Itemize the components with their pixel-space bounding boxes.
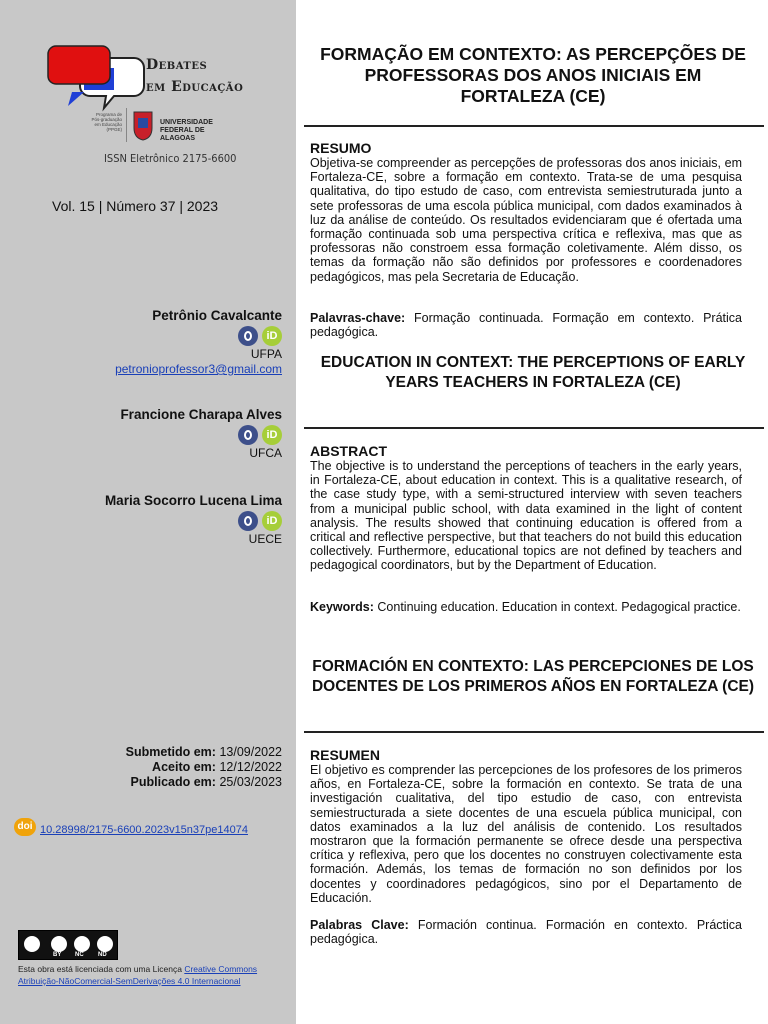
license-link[interactable]: Creative Commons Atribuição-NãoComercial-SemDerivações 4.0 Internacional	[18, 964, 258, 986]
lattes-icon[interactable]	[238, 511, 258, 531]
keywords-en: Keywords: Continuing education. Education in context. Pedagogical practice.	[310, 600, 741, 614]
nc-icon	[72, 934, 92, 954]
submitted-label: Submetido em:	[125, 745, 216, 759]
divider	[304, 731, 764, 733]
speech-bubbles-icon	[44, 44, 154, 114]
ufal-crest-icon	[126, 108, 156, 142]
heading-resumo: RESUMO	[310, 140, 372, 156]
orcid-icon[interactable]: iD	[262, 425, 282, 445]
abstract-en: The objective is to understand the perceptions of teachers in the early years, in Fortaleza-CE, about education in context. This is a qualitative research, of the case study type, with a semi-structured interview with seven teachers from a municipal public school, with data examined in the light of content analysis. The results showed that continuing education is offered from a critical and reflective perspective, but that teachers do not build this education collectively. Furthermore, educational topics are not defined by teachers and pedagogical coordinators, but by the Department of Education.	[310, 459, 742, 573]
heading-abstract: ABSTRACT	[310, 443, 387, 459]
keywords-es: Palabras Clave: Formación continua. Formación en contexto. Práctica pedagógica.	[310, 918, 742, 947]
lattes-icon[interactable]	[238, 326, 258, 346]
title-pt: FORMAÇÃO EM CONTEXTO: AS PERCEPÇÕES DE PROFESSORAS DOS ANOS INICIAIS EM FORTALEZA (CE)	[320, 44, 746, 106]
abstract-es: El objetivo es comprender las percepciones de los profesores de los primeros años, en Fortaleza-CE, sobre la formación en contexto. Se trata de una investigación cualitativa, del tipo estudio de caso, con entrevista semiestructurada a siete docentes de una escuela pública municipal, con datos examinados a la luz del análisis de contenido. Los resultados mostraron que la formación permanente se ofrece desde una perspectiva crítica y reflexiva, pero que los docentes no construyen colectivamente esta formación. Además, los temas de formación no son definidos por los docentes y coordinadores pedagógicos, sino por el Departamento de Educación.	[310, 763, 742, 905]
published-label: Publicado em:	[130, 775, 216, 789]
author-name: Petrônio Cavalcante	[152, 308, 282, 323]
program-text: Programa de Pós-graduação em Educação (PPGE)	[91, 112, 122, 132]
divider	[304, 427, 764, 429]
author-email-link[interactable]: petronioprofessor3@gmail.com	[115, 362, 282, 376]
author-name: Maria Socorro Lucena Lima	[104, 493, 282, 508]
submitted-date: 13/09/2022	[219, 745, 282, 759]
orcid-icon[interactable]: iD	[262, 326, 282, 346]
title-en: EDUCATION IN CONTEXT: THE PERCEPTIONS OF EARLY YEARS TEACHERS IN FORTALEZA (CE)	[320, 354, 746, 391]
sidebar	[0, 0, 296, 1024]
author-affiliation: UECE	[248, 532, 282, 546]
volume-info: Vol. 15 | Número 37 | 2023	[52, 198, 219, 214]
orcid-icon[interactable]: iD	[262, 511, 282, 531]
license-text: Esta obra está licenciada com uma Licença Creative Commons Atribuição-NãoComercial-SemDerivações 4.0 Internacional	[18, 964, 258, 986]
author-affiliation: UFCA	[249, 446, 282, 460]
main-content	[296, 0, 768, 1024]
heading-resumen: RESUMEN	[310, 747, 381, 763]
published-date: 25/03/2023	[219, 775, 282, 789]
cc-license-badge[interactable]: BY NC ND	[18, 930, 118, 960]
cc-icon	[22, 934, 42, 954]
nd-icon	[95, 934, 115, 954]
author-2	[120, 407, 282, 461]
abstract-pt: Objetiva-se compreender as percepções de professoras dos anos iniciais, em Fortaleza-CE, sobre a formação em contexto. Trata-se de uma pesquisa qualitativa, do tipo estudo de caso, com entrevista semiestruturada junto a sete professoras de uma escola pública municipal, com dados examinados à luz da análise de conteúdo. Os resultados evidenciaram que é ofertada uma formação continuada sob uma perspectiva crítica e reflexiva, mas que as professoras não constroem essa formação coletivamente. Além disso, os temas da formação não são definidos por professores e coordenadores pedagógicos, mas pela Secretaria de Educação.	[310, 156, 742, 284]
publication-dates	[126, 745, 282, 790]
author-name: Francione Charapa Alves	[120, 407, 282, 422]
university-name: UNIVERSIDADE FEDERAL DE ALAGOAS	[160, 119, 213, 142]
lattes-icon[interactable]	[238, 425, 258, 445]
doi-icon: doi	[14, 818, 36, 836]
divider	[304, 125, 764, 127]
accepted-date: 12/12/2022	[219, 760, 282, 774]
by-icon	[49, 934, 69, 954]
doi-link[interactable]: 10.28998/2175-6600.2023v15n37pe14074	[40, 824, 248, 836]
issn: ISSN Eletrônico 2175-6600	[104, 152, 237, 165]
author-affiliation: UFPA	[250, 347, 282, 361]
author-1	[115, 308, 282, 377]
title-es: FORMACIÓN EN CONTEXTO: LAS PERCEPCIONES DE LOS DOCENTES DE LOS PRIMEROS AÑOS EN FORTALEZA (CE)	[311, 658, 755, 695]
keywords-pt: Palavras-chave: Formação continuada. Formação em contexto. Prática pedagógica.	[310, 311, 742, 340]
author-3	[105, 493, 282, 547]
accepted-label: Aceito em:	[152, 760, 216, 774]
journal-name: Debates em Educação	[146, 57, 244, 95]
